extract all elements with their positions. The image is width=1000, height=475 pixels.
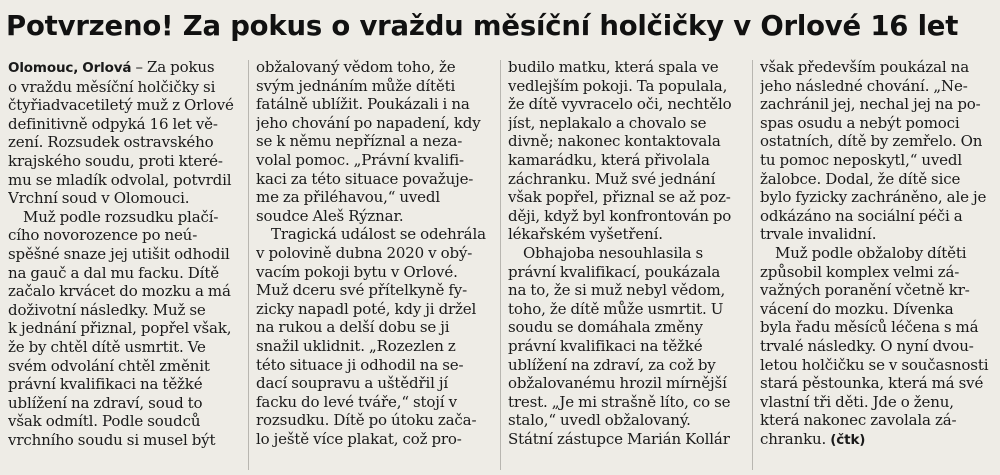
article-paragraph [760,244,994,450]
text-line: soudce Aleš Rýznar. [256,206,404,225]
text-line: trvale invalidní. [760,225,877,244]
text-line: svým jednáním může dítěti [256,76,456,95]
text-line: lékařském vyšetření. [508,225,663,244]
column-divider [752,60,753,470]
text-line: kamarádku, která přivolala [508,150,710,169]
text-line: však popřel, přiznal se až poz- [508,188,731,207]
text-line: jeho následné chování. „Ne- [760,76,968,95]
text-line: čtyřiadvacetiletý muž z Orlové [8,96,234,115]
text-line: na gauč a dal mu facku. Dítě [8,263,219,282]
text-line: mu se mladík odvolal, potvrdil [8,170,232,189]
article-paragraph [256,225,492,448]
text-line: Muž dceru své přítelkyně fy- [256,281,468,300]
text-line: zení. Rozsudek ostravského [8,133,214,152]
text-line: cího novorozence po neú- [8,226,198,245]
text-line: jíst, neplakalo a chovalo se [508,113,707,132]
text-line: byla řadu měsíců léčena s má [760,318,979,337]
article-column-2 [256,58,492,472]
column-divider [248,60,249,470]
article-headline: Potvrzeno! Za pokus o vraždu měsíční holčičky v Orlové 16 let [6,10,959,42]
text-line: vácení do mozku. Dívenka [760,299,954,318]
text-line: lo ještě více plakat, což pro- [256,429,462,448]
text-line: Muž podle obžaloby dítěti [775,243,967,262]
text-line [8,58,242,78]
article-paragraph [760,58,994,244]
text-line: Státní zástupce Marián Kollár [508,429,730,448]
text-line: Muž podle rozsudku plačí- [23,207,219,226]
text-line: doživotní následky. Muž se [8,300,206,319]
text-line: svém odvolání chtěl změnit [8,356,210,375]
text-line: volal pomoc. „Právní kvalifi- [256,150,464,169]
text-line: žalobce. Dodal, že dítě sice [760,169,961,188]
text-line: však odmítl. Podle soudců [8,412,201,431]
text-line: snažil uklidnit. „Rozezlen z [256,336,456,355]
text-line: jeho chování po napadení, kdy [256,113,481,132]
text-line: ublížení na zdraví, za což by [508,355,716,374]
article-column-1 [8,58,242,472]
text-line: Tragická událost se odehrála [271,225,486,244]
text-line: definitivně odpyká 16 let vě- [8,114,218,133]
text-line: na to, že si muž nebyl vědom, [508,281,726,300]
text-line: však především poukázal na [760,58,970,76]
article-column-3 [508,58,744,472]
text-line: tu pomoc neposkytl,“ uvedl [760,150,962,169]
text-line: na rukou a delší dobu se ji [256,318,450,337]
text-line: stará pěstounka, která má své [760,374,984,393]
text-line: ději, když byl konfrontován po [508,206,732,225]
text-line: začalo krvácet do mozku a má [8,282,231,301]
text-line: záchranku. Muž své jednání [508,169,716,188]
text-line: obžalovanému hrozil mírnější [508,374,727,393]
text-line: vedlejším pokoji. Ta populala, [508,76,728,95]
text-line: trest. „Je mi strašně líto, co se [508,392,731,411]
text-line: divně; nakonec kontaktovala [508,132,721,151]
text-line: kaci za této situace považuje- [256,169,474,188]
text-line: toho, že dítě může usmrtit. U [508,299,724,318]
text-line: právní kvalifikaci na těžké [8,375,203,394]
article-paragraph [8,58,242,208]
text-line: fatálně ublížit. Poukázali i na [256,95,470,114]
article-paragraph [508,244,744,449]
text-line: se k němu nepříznal a neza- [256,132,463,151]
text-line: že by chtěl dítě usmrtit. Ve [8,337,206,356]
text-line: me za přiléhavou,“ uvedl [256,188,441,207]
text-line: v polovině dubna 2020 v obý- [256,243,473,262]
text-line: ostatních, dítě by zemřelo. On [760,132,983,151]
text-line: že dítě vyvracelo oči, nechtělo [508,95,732,114]
article-paragraph [508,58,744,244]
text-line: vacím pokoji bytu v Orlové. [256,262,458,281]
dateline: Olomouc, Orlová [8,60,132,76]
text-line: o vraždu měsíční holčičky si [8,77,216,96]
text-line: – Za pokus [131,58,215,76]
text-line: Vrchní soud v Olomouci. [8,189,190,208]
text-line: krajského soudu, proti které- [8,151,223,170]
text-line: rozsudku. Dítě po útoku zača- [256,411,477,430]
text-line: obžalovaný vědom toho, že [256,58,456,76]
text-line: spas osudu a nebýt pomoci [760,113,960,132]
text-line: stalo,“ uvedl obžalovaný. [508,411,691,430]
text-line: spěšné snaze jej utišit odhodil [8,244,230,263]
article-paragraph [256,58,492,225]
text-line: vlastní tři děti. Jde o ženu, [760,392,954,411]
text-line: soudu se domáhala změny [508,318,703,337]
text-line: chranku. (čtk) [760,429,866,448]
text-line: dací soupravu a uštědřil jí [256,374,449,393]
text-line: važných poranění včetně kr- [760,281,970,300]
article-column-4 [760,58,994,472]
text-line: která nakonec zavolala zá- [760,411,957,430]
text-line: facku do levé tváře,“ stojí v [256,392,457,411]
text-line: této situace ji odhodil na se- [256,355,464,374]
column-divider [500,60,501,470]
text-line: budilo matku, která spala ve [508,58,719,76]
text-line: letou holčičku se v současnosti [760,355,989,374]
text-line: právní kvalifikaci na těžké [508,336,703,355]
text-line: Obhajoba nesouhlasila s [523,243,704,262]
text-line: trvalé následky. O nyní dvou- [760,336,974,355]
author-signature: (čtk) [830,431,866,448]
text-line: právní kvalifikací, poukázala [508,262,721,281]
text-line: vrchního soudu si musel být [8,430,216,449]
article-paragraph [8,208,242,450]
text-line: bylo fyzicky zachráněno, ale je [760,188,987,207]
text-line: k jednání přiznal, popřel však, [8,319,232,338]
text-line: zicky napadl poté, kdy ji držel [256,299,477,318]
text-line: zachránil jej, nechal jej na po- [760,95,981,114]
text-line: odkázáno na sociální péči a [760,206,963,225]
text-line: způsobil komplex velmi zá- [760,262,960,281]
text-line: ublížení na zdraví, soud to [8,393,203,412]
